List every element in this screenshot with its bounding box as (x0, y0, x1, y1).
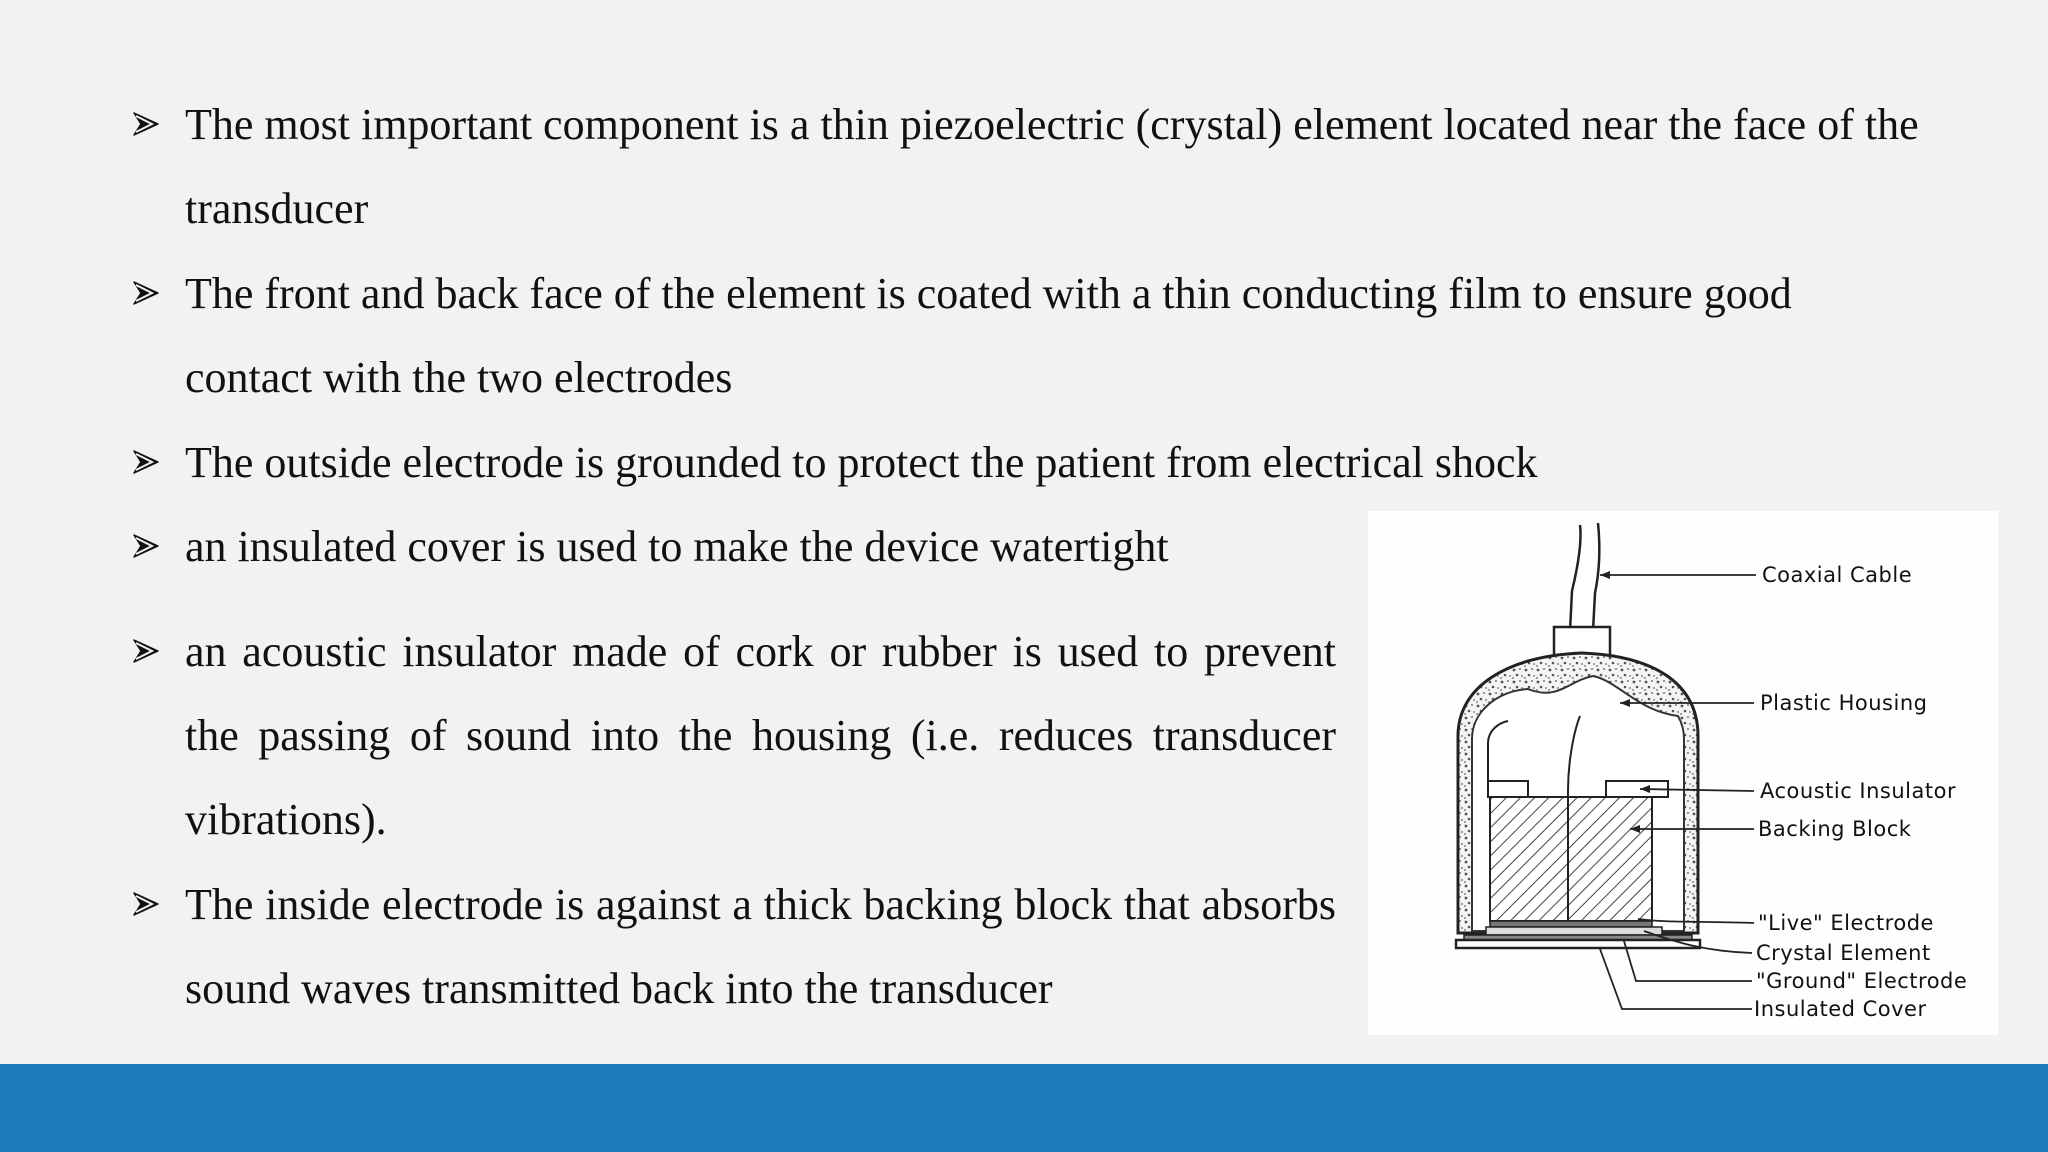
arrow-bullet-icon (128, 252, 168, 336)
arrow-bullet-icon (128, 505, 168, 589)
footer-bar (0, 1064, 2048, 1152)
transducer-diagram (1368, 511, 1998, 1035)
label-plastic-housing: Plastic Housing (1760, 691, 1928, 715)
bullet-text: The outside electrode is grounded to protect the patient from electrical shock (185, 438, 1538, 487)
bullet-text: The front and back face of the element is coated with a thin conducting film to ensure good contact with the two electrodes (185, 269, 1792, 402)
crystal-element-shape (1486, 927, 1662, 935)
acoustic-insulator-shape (1488, 781, 1528, 797)
live-electrode-shape (1490, 921, 1652, 927)
arrow-bullet-icon (128, 863, 168, 947)
arrow-bullet-icon (128, 610, 168, 694)
bullet-text: The most important component is a thin piezoelectric (crystal) element located near the face of the transducer (185, 100, 1919, 233)
label-crystal-element: Crystal Element (1756, 941, 1931, 965)
label-ground-electrode: "Ground" Electrode (1756, 969, 1968, 993)
bullet-item (128, 83, 1928, 251)
insulated-cover-shape (1456, 940, 1700, 948)
label-backing-block: Backing Block (1758, 817, 1912, 841)
arrow-bullet-icon (128, 83, 168, 167)
bullet-text: an insulated cover is used to make the device watertight (185, 522, 1169, 571)
bullet-item (128, 863, 1336, 1031)
label-live-electrode: "Live" Electrode (1758, 911, 1934, 935)
label-insulated-cover: Insulated Cover (1754, 997, 1927, 1021)
bullet-text: The inside electrode is against a thick backing block that absorbs sound waves transmitted back into the transducer (185, 880, 1336, 1013)
bullet-item (128, 421, 1928, 505)
coaxial-cable-shape (1570, 523, 1599, 631)
bullet-item (128, 610, 1336, 862)
bullet-item (128, 252, 1928, 420)
bullet-text: an acoustic insulator made of cork or rubber is used to prevent the passing of sound into the housing (i.e. reduces transducer vibrations). (185, 627, 1336, 844)
label-acoustic-insulator: Acoustic Insulator (1760, 779, 1957, 803)
backing-block-shape (1490, 797, 1652, 921)
label-coaxial-cable: Coaxial Cable (1762, 563, 1913, 587)
arrow-bullet-icon (128, 421, 168, 505)
